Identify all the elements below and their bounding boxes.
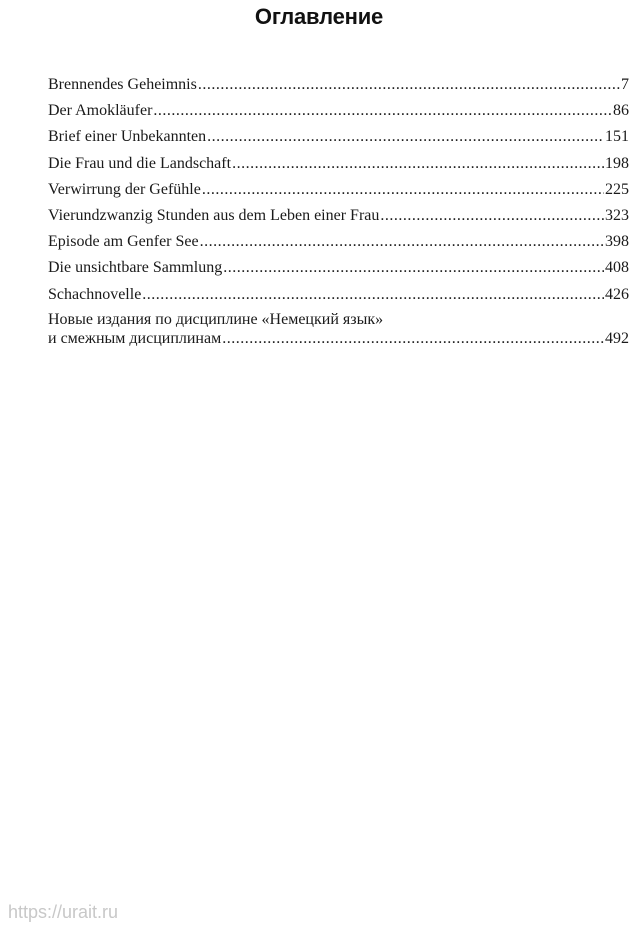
- toc-entry: [48, 100, 629, 122]
- toc-entry-page: 225: [605, 180, 629, 198]
- toc-entry: [48, 179, 629, 201]
- toc-dot-leader: [142, 284, 604, 306]
- table-of-contents: [48, 74, 629, 348]
- toc-dot-leader: [207, 126, 604, 148]
- toc-entry-page: 86: [613, 102, 629, 120]
- toc-entry: [48, 257, 629, 279]
- toc-entry-title: Die Frau und die Landschaft: [48, 154, 232, 172]
- toc-dot-leader: [153, 100, 612, 122]
- toc-entry-title: Schachnovelle: [48, 285, 142, 303]
- toc-entry-page: 7: [621, 76, 629, 93]
- toc-entry-page: 323: [605, 206, 629, 224]
- toc-dot-leader: [198, 74, 620, 96]
- toc-entry-title: Die unsichtbare Sammlung: [48, 259, 223, 277]
- toc-dot-leader: [200, 231, 604, 253]
- toc-entry: [48, 74, 629, 96]
- watermark-url: https://urait.ru: [8, 902, 119, 922]
- toc-entry-title: Brennendes Geheimnis: [48, 76, 197, 93]
- toc-entry: [48, 284, 629, 306]
- toc-entry-page: 198: [605, 154, 629, 172]
- toc-dot-leader: [223, 257, 604, 279]
- toc-entry-page: 408: [605, 259, 629, 277]
- toc-entry: [48, 153, 629, 175]
- toc-entry-title: Der Amokläufer: [48, 102, 153, 120]
- toc-entry: [48, 310, 629, 348]
- toc-entry-title: Verwirrung der Gefühle: [48, 180, 201, 198]
- toc-dot-leader: [222, 329, 604, 348]
- toc-dot-leader: [202, 179, 604, 201]
- toc-entry-page: 398: [605, 233, 629, 251]
- toc-entry: [48, 231, 629, 253]
- toc-entry-title-line1: Новые издания по дисциплине «Немецкий язык»: [48, 310, 384, 328]
- toc-entry-page: 151: [605, 128, 629, 146]
- toc-entry-title: Vierundzwanzig Stunden aus dem Leben einer Frau: [48, 206, 380, 224]
- toc-entry-page: 492: [605, 329, 629, 347]
- toc-entry-title: Brief einer Unbekannten: [48, 128, 207, 146]
- toc-entry: [48, 126, 629, 148]
- toc-entry-page: 426: [605, 285, 629, 303]
- page-title: Оглавление: [254, 4, 384, 29]
- toc-entry-title: Episode am Genfer See: [48, 233, 199, 251]
- toc-entry: [48, 205, 629, 227]
- toc-entry-title-line2: и смежным дисциплинам: [48, 329, 222, 347]
- toc-dot-leader: [380, 205, 604, 227]
- toc-dot-leader: [232, 153, 604, 175]
